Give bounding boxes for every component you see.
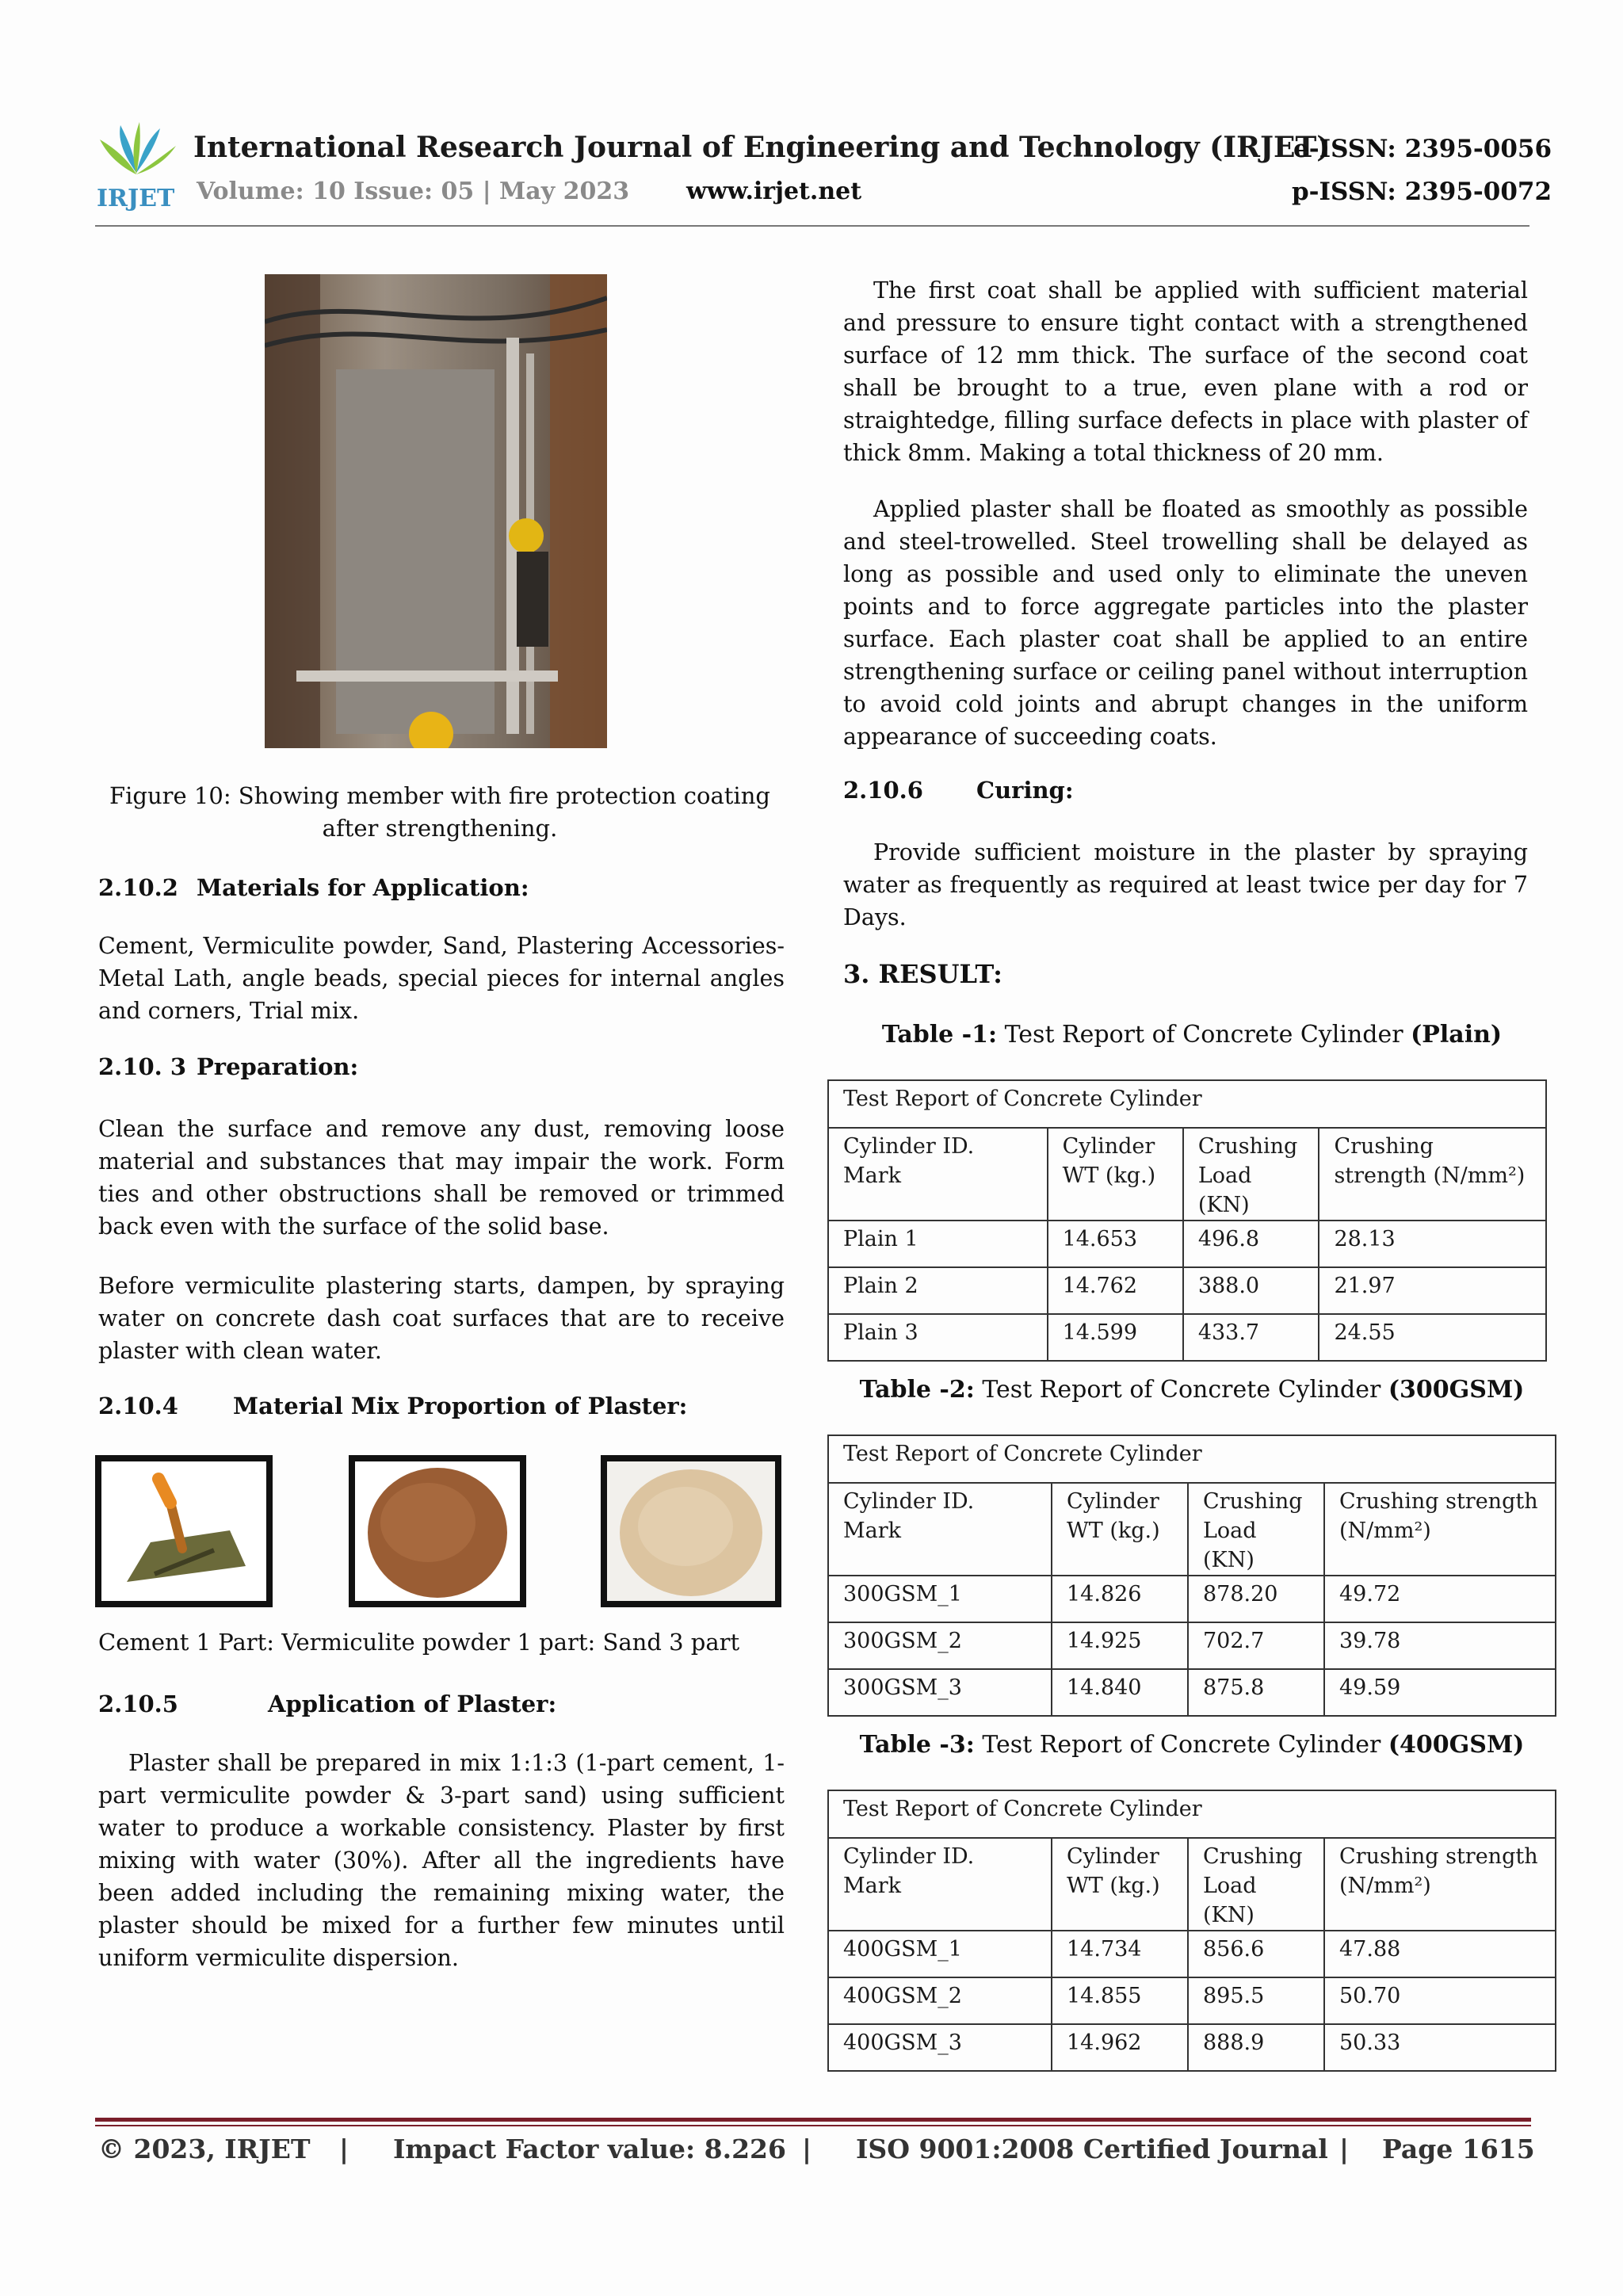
table-cell: 50.33 (1324, 2024, 1556, 2071)
column-header: Cylinder WT (kg.) (1052, 1838, 1188, 1931)
column-header: Crushing strength (N/mm²) (1324, 1483, 1556, 1576)
table-cell: 28.13 (1319, 1221, 1546, 1267)
section-heading-2-10-4: 2.10.4 Material Mix Proportion of Plaster: (98, 1392, 688, 1419)
table-row (828, 1314, 1546, 1361)
table-cell: 300GSM_3 (828, 1669, 1052, 1716)
table-cell: 14.653 (1048, 1221, 1183, 1267)
column-header: Crushing Load (KN) (1188, 1483, 1324, 1576)
result-heading: 3. RESULT: (843, 959, 1002, 989)
table-cell: 300GSM_1 (828, 1576, 1052, 1622)
table-row (828, 1977, 1556, 2024)
mix-material-images (95, 1455, 781, 1607)
table-cell: Plain 2 (828, 1267, 1048, 1314)
table-cell: 24.55 (1319, 1314, 1546, 1361)
column-header: Crushing Load (KN) (1183, 1128, 1319, 1221)
footer-page-number: Page 1615 (1382, 2134, 1535, 2164)
table-cell: 300GSM_2 (828, 1622, 1052, 1669)
preparation-paragraph-2: Before vermiculite plastering starts, dampen, by spraying water on concrete dash coat surfaces that are to receive plaster with clean water. (98, 1273, 785, 1364)
column-header: Cylinder ID. Mark (828, 1483, 1052, 1576)
footer-iso: ISO 9001:2008 Certified Journal (856, 2134, 1328, 2164)
footer-impact-factor: Impact Factor value: 8.226 (393, 2134, 786, 2164)
table-row (828, 1267, 1546, 1314)
table-cell: 388.0 (1183, 1267, 1319, 1314)
table-cell: 400GSM_3 (828, 2024, 1052, 2071)
column-header: Cylinder WT (kg.) (1048, 1128, 1183, 1221)
sand-image (604, 1458, 778, 1604)
table-cell: 878.20 (1188, 1576, 1324, 1622)
trowel-cement-image (98, 1458, 269, 1604)
column-header: Cylinder WT (kg.) (1052, 1483, 1188, 1576)
e-issn: e-ISSN: 2395-0056 (1293, 135, 1552, 163)
table-cell: 888.9 (1188, 2024, 1324, 2071)
table-cell: 702.7 (1188, 1622, 1324, 1669)
column-header: Cylinder ID. Mark (828, 1838, 1052, 1931)
table-cell: 14.734 (1052, 1931, 1188, 1977)
table-row (828, 1669, 1556, 1716)
footer-divider-thin (95, 2125, 1531, 2126)
table-cell: 400GSM_1 (828, 1931, 1052, 1977)
table-cell: 14.762 (1048, 1267, 1183, 1314)
table-3-caption: Table -3: Test Report of Concrete Cylinder (400GSM) (859, 1731, 1525, 1759)
table-cell: 875.8 (1188, 1669, 1324, 1716)
table-2-caption: Table -2: Test Report of Concrete Cylinder (300GSM) (859, 1376, 1525, 1404)
table-1-caption: Table -1: Test Report of Concrete Cylinder (Plain) (881, 1021, 1503, 1049)
table-row (828, 2024, 1556, 2071)
table-row (828, 1622, 1556, 1669)
table-title: Test Report of Concrete Cylinder (828, 1790, 1556, 1838)
column-header: Cylinder ID. Mark (828, 1128, 1048, 1221)
table-plain (827, 1079, 1547, 1362)
table-cell: 895.5 (1188, 1977, 1324, 2024)
table-cell: Plain 1 (828, 1221, 1048, 1267)
column-header: Crushing strength (N/mm²) (1324, 1838, 1556, 1931)
materials-paragraph: Cement, Vermiculite powder, Sand, Plastering Accessories-Metal Lath, angle beads, special pieces for internal angles and corners, Trial mix. (98, 933, 785, 1024)
p-issn: p-ISSN: 2395-0072 (1292, 178, 1552, 206)
figure-10-caption: Figure 10: Showing member with fire protection coating after strengthening. (109, 782, 770, 842)
table-cell: 14.826 (1052, 1576, 1188, 1622)
footer-separator: | (339, 2134, 349, 2164)
floating-paragraph: Applied plaster shall be floated as smoothly as possible and steel-trowelled. Steel trowelling shall be delayed as long as possible and used only to eliminate the uneven points and to force aggregate particles into the plaster surface. Each plaster coat shall be applied to an entire strengthening surface or ceiling panel without interruption to avoid cold joints and abrupt changes in the uniform appearance of succeeding coats. (843, 496, 1528, 750)
section-heading-2-10-3: 2.10. 3 Preparation: (98, 1053, 359, 1080)
table-cell: 14.855 (1052, 1977, 1188, 2024)
figure-10-photo (265, 274, 607, 748)
footer-separator: | (1339, 2134, 1350, 2164)
table-cell: 49.72 (1324, 1576, 1556, 1622)
column-header: Crushing strength (N/mm²) (1319, 1128, 1546, 1221)
section-heading-2-10-6: 2.10.6 Curing: (843, 777, 1074, 804)
table-row (828, 1576, 1556, 1622)
svg-text:IRJET: IRJET (97, 185, 175, 211)
table-cell: 47.88 (1324, 1931, 1556, 1977)
table-400gsm (827, 1790, 1556, 2072)
table-cell: 21.97 (1319, 1267, 1546, 1314)
table-cell: 14.962 (1052, 2024, 1188, 2071)
table-cell: 400GSM_2 (828, 1977, 1052, 2024)
table-cell: 49.59 (1324, 1669, 1556, 1716)
table-cell: 14.925 (1052, 1622, 1188, 1669)
table-cell: 39.78 (1324, 1622, 1556, 1669)
preparation-paragraph-1: Clean the surface and remove any dust, removing loose material and substances that may impair the work. Form ties and other obstructions shall be removed or trimmed back even with the surface of the solid base. (98, 1116, 785, 1240)
section-heading-2-10-2: 2.10.2 Materials for Application: (98, 874, 529, 901)
table-cell: Plain 3 (828, 1314, 1048, 1361)
table-cell: 496.8 (1183, 1221, 1319, 1267)
table-cell: 14.599 (1048, 1314, 1183, 1361)
volume-issue: Volume: 10 Issue: 05 | May 2023 (197, 178, 630, 205)
table-title: Test Report of Concrete Cylinder (828, 1435, 1556, 1483)
table-row (828, 1221, 1546, 1267)
mix-proportion-caption: Cement 1 Part: Vermiculite powder 1 part: Sand 3 part (98, 1629, 740, 1656)
section-heading-2-10-5: 2.10.5 Application of Plaster: (98, 1690, 557, 1717)
footer-copyright: © 2023, IRJET (98, 2134, 311, 2164)
irjet-logo (94, 117, 179, 211)
table-cell: 50.70 (1324, 1977, 1556, 2024)
table-row (828, 1931, 1556, 1977)
footer-separator: | (802, 2134, 812, 2164)
header-divider (95, 225, 1529, 227)
journal-title: International Research Journal of Engineering and Technology (IRJET) (193, 131, 1331, 164)
coat-paragraph: The first coat shall be applied with sufficient material and pressure to ensure tight contact with a strengthened surface of 12 mm thick. The surface of the second coat shall be brought to a true, even plane with a rod or straightedge, filling surface defects in place with plaster of thick 8mm. Making a total thickness of 20 mm. (843, 277, 1528, 466)
table-title: Test Report of Concrete Cylinder (828, 1080, 1546, 1128)
vermiculite-powder-image (352, 1458, 523, 1604)
journal-website[interactable]: www.irjet.net (686, 178, 862, 205)
table-cell: 14.840 (1052, 1669, 1188, 1716)
application-paragraph: Plaster shall be prepared in mix 1:1:3 (1-part cement, 1-part vermiculite powder & 3-part sand) using sufficient water to produce a workable consistency. Plaster by first mixing with water (30%). After all the ingredients have been added including the remaining mixing water, the plaster should be mixed for a further few minutes until uniform vermiculite dispersion. (98, 1750, 785, 1971)
table-cell: 856.6 (1188, 1931, 1324, 1977)
column-header: Crushing Load (KN) (1188, 1838, 1324, 1931)
table-300gsm (827, 1435, 1556, 1717)
table-cell: 433.7 (1183, 1314, 1319, 1361)
footer-divider (95, 2118, 1531, 2122)
curing-paragraph: Provide sufficient moisture in the plaster by spraying water as frequently as required at least twice per day for 7 Days. (843, 839, 1528, 930)
